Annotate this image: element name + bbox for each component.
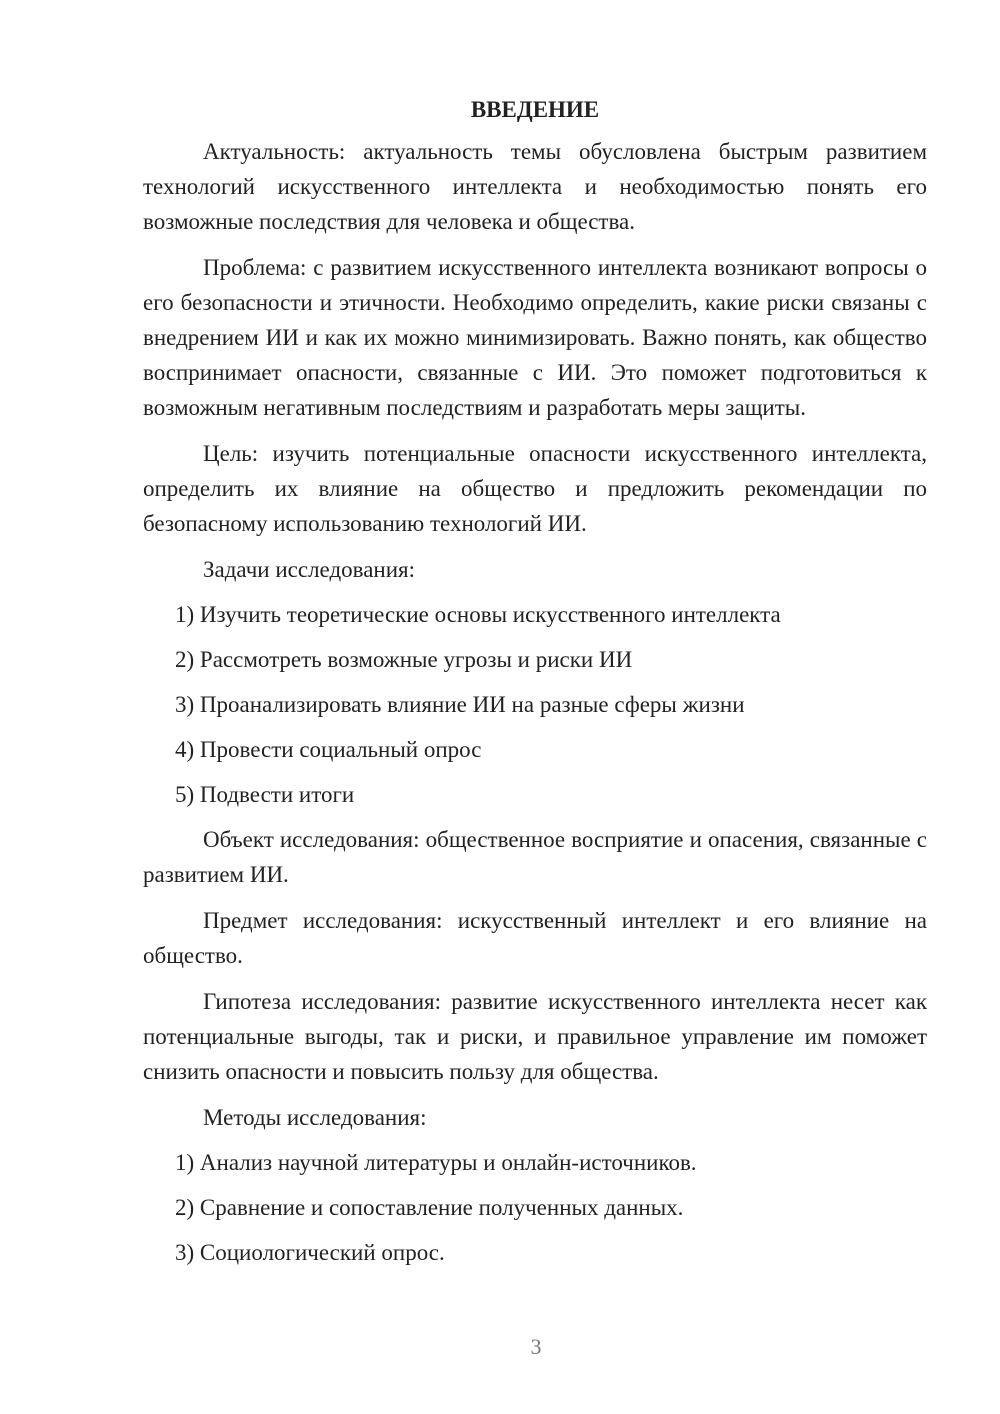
page-content — [143, 94, 927, 1280]
task-item: 3) Проанализировать влияние ИИ на разные сферы жизни — [175, 692, 745, 717]
task-item: 1) Изучить теоретические основы искусственного интеллекта — [175, 602, 781, 627]
hypothesis-paragraph: Гипотеза исследования: развитие искусственного интеллекта несет как потенциальные выгоды, так и риски, и правильное управление им поможет снизить опасности и повысить пользу для общества. — [143, 989, 927, 1084]
methods-heading: Методы исследования: — [203, 1105, 427, 1130]
goal-paragraph: Цель: изучить потенциальные опасности искусственного интеллекта, определить их влияние на общество и предложить рекомендации по безопасному использованию технологий ИИ. — [143, 441, 927, 536]
task-item: 2) Рассмотреть возможные угрозы и риски ИИ — [175, 647, 633, 672]
method-item: 1) Анализ научной литературы и онлайн-источников. — [175, 1150, 697, 1175]
tasks-heading: Задачи исследования: — [203, 557, 416, 582]
task-item: 5) Подвести итоги — [175, 782, 355, 807]
subject-paragraph: Предмет исследования: искусственный интеллект и его влияние на общество. — [143, 908, 927, 968]
method-item: 3) Социологический опрос. — [175, 1240, 445, 1265]
section-title: ВВЕДЕНИЕ — [470, 97, 600, 122]
task-item: 4) Провести социальный опрос — [175, 737, 482, 762]
method-item: 2) Сравнение и сопоставление полученных данных. — [175, 1195, 684, 1220]
page-number: 3 — [530, 1334, 542, 1359]
relevance-paragraph: Актуальность: актуальность темы обусловлена быстрым развитием технологий искусственного интеллекта и необходимостью понять его возможные последствия для человека и общества. — [143, 139, 927, 234]
problem-paragraph: Проблема: с развитием искусственного интеллекта возникают вопросы о его безопасности и этичности. Необходимо определить, какие риски связаны с внедрением ИИ и как их можно минимизировать. Важно понять, как общество воспринимает опасности, связанные с ИИ. Это поможет подготовиться к возможным негативным последствиям и разработать меры защиты. — [143, 255, 927, 420]
object-paragraph: Объект исследования: общественное восприятие и опасения, связанные с развитием ИИ. — [143, 827, 927, 887]
tasks-list — [143, 597, 927, 812]
methods-list — [143, 1145, 927, 1270]
